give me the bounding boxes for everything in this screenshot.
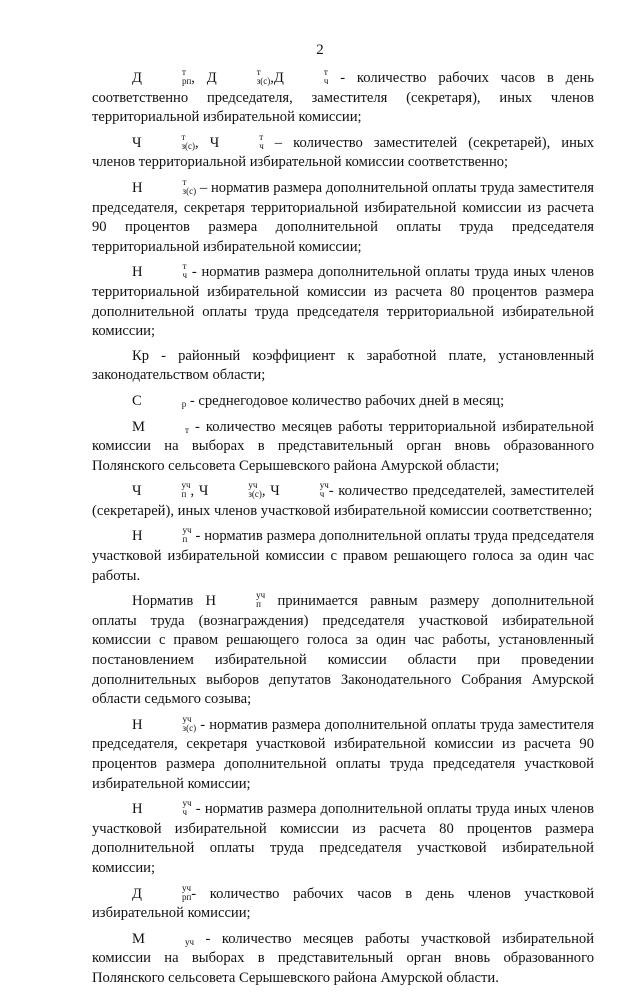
- formula-symbol: Н: [132, 264, 143, 281]
- symbol-indices: [217, 68, 271, 86]
- superscript-index: [145, 417, 189, 426]
- subscript-index: ч: [182, 270, 188, 281]
- paragraph-text: - норматив размера дополнительной оплаты труда заместителя председателя, секретаря участковой избирательной комиссии из расчета 90 процентов размера дополнительной оплаты труда председателя участковой избирательной комиссии;: [92, 716, 594, 792]
- symbol-indices: [280, 481, 329, 499]
- paragraph-text: - норматив размера дополнительной оплаты труда иных членов территориальной избирательной комиссии из расчета 80 процентов размера дополнительной оплаты труда председателя территориальной избирательной комиссии;: [92, 264, 594, 340]
- paragraph-text: Норматив: [132, 593, 206, 610]
- subscript-index: рп: [181, 76, 192, 86]
- superscript-index: т: [259, 131, 264, 142]
- superscript-index: т: [182, 261, 187, 272]
- paragraph-text: – количество заместителей (секретарей), иных членов территориальной избирательной комиссии соответственно;: [92, 134, 595, 171]
- subscript-index: уч: [184, 936, 195, 947]
- superscript-index: т: [256, 67, 261, 77]
- definition-paragraph: [92, 929, 594, 989]
- subscript-index: з(с): [248, 489, 262, 500]
- paragraph-text: - норматив размера дополнительной оплаты труда председателя участковой избирательной комиссии с правом решающего голоса за один час работы.: [92, 528, 594, 584]
- symbol-indices: [142, 481, 191, 499]
- subscript-index: ч: [259, 140, 264, 151]
- subscript-index: п: [182, 534, 188, 545]
- superscript-index: уч: [248, 480, 258, 491]
- symbol-indices: [142, 391, 187, 409]
- subscript-index: р: [181, 398, 187, 409]
- superscript-index: уч: [181, 480, 191, 491]
- definition-paragraph: [92, 68, 594, 128]
- paragraph-text: принимается равным размеру дополнительной оплаты труда (вознаграждения) председателя участковой избирательной комиссии с правом решающего голоса за один час работы, установленный постановлением избирательной комиссии области при проведении дополнительных выборов депутатов Законодательного Собрания Амурской области седьмого созыва;: [92, 593, 594, 708]
- symbol-indices: [145, 929, 194, 947]
- symbol-indices: [219, 133, 264, 151]
- paragraph-text: – норматив размера дополнительной оплаты труда заместителя председателя, секретаря территориальной избирательной комиссии из расчета 90 процентов размера дополнительной оплаты труда председателя территориальной избирательной комиссии;: [92, 179, 594, 255]
- symbol-indices: [143, 262, 188, 280]
- subscript-index: з(с): [181, 140, 196, 151]
- symbol-indices: [216, 591, 265, 609]
- paragraph-text: - количество месяцев работы участковой избирательной комиссии на выборах в представительный орган вновь образованного Полянского сельсовета Серышевского района Амурской области.: [92, 930, 594, 986]
- superscript-index: [142, 391, 187, 400]
- formula-symbol: Ч: [209, 134, 220, 151]
- formula-symbol: Н: [205, 593, 217, 610]
- superscript-index: уч: [182, 713, 192, 724]
- symbol-indices: [143, 799, 192, 817]
- formula-symbol: Н: [132, 528, 143, 545]
- definition-paragraph: [92, 591, 594, 710]
- symbol-indices: [143, 178, 197, 196]
- definition-paragraph: [92, 884, 594, 924]
- symbol-indices: [208, 481, 262, 499]
- superscript-index: т: [323, 67, 328, 77]
- definition-paragraph: [92, 262, 594, 341]
- formula-symbol: Н: [132, 716, 143, 733]
- formula-symbol: Ч: [270, 483, 280, 500]
- definition-paragraph: [92, 391, 594, 412]
- definition-paragraph: [92, 715, 594, 794]
- paragraph-text: - количество рабочих часов в день соответственно председателя, заместителя (секретаря), иных членов территориальной избирательной комиссии;: [92, 70, 595, 126]
- paragraph-text: ,: [191, 70, 207, 86]
- definition-paragraph: [92, 799, 594, 878]
- formula-symbol: М: [132, 418, 145, 435]
- paragraph-text: ,: [195, 134, 210, 151]
- formula-symbol: Н: [132, 179, 143, 196]
- paragraph-text: Кр - районный коэффициент к заработной плате, установленный законодательством области;: [92, 347, 594, 384]
- symbol-indices: [145, 417, 189, 435]
- symbol-indices: [143, 715, 197, 733]
- subscript-index: ч: [323, 76, 329, 86]
- superscript-index: т: [181, 131, 186, 142]
- formula-symbol: Ч: [132, 134, 142, 151]
- formula-symbol: Ч: [132, 483, 142, 500]
- subscript-index: з(с): [182, 185, 197, 196]
- paragraph-text: - количество месяцев работы территориальной избирательной комиссии на выборах в представительный орган вновь образованного Полянского сельсовета Серышевского района Амурской области;: [92, 418, 594, 474]
- paragraph-text: ,: [190, 483, 199, 500]
- definition-paragraph: [92, 178, 594, 257]
- paragraph-text: - норматив размера дополнительной оплаты труда иных членов участковой избирательной комиссии из расчета 80 процентов размера дополнительной оплаты труда председателя участковой избирательной комиссии;: [92, 801, 594, 876]
- definition-paragraph: [92, 133, 594, 173]
- superscript-index: т: [182, 176, 187, 187]
- superscript-index: уч: [181, 882, 191, 893]
- paragraph-text: - количество рабочих часов в день членов участковой избирательной комиссии;: [92, 885, 594, 922]
- subscript-index: ч: [182, 807, 188, 818]
- subscript-index: п: [256, 599, 261, 610]
- subscript-index: ч: [319, 489, 325, 500]
- paragraph-text: ,: [270, 70, 274, 86]
- paragraph-text: ,: [261, 483, 271, 500]
- definition-paragraph: [92, 417, 594, 477]
- formula-symbol: С: [132, 392, 142, 409]
- formula-symbol: М: [132, 930, 145, 947]
- superscript-index: уч: [319, 480, 329, 491]
- subscript-index: т: [184, 424, 189, 435]
- symbol-indices: [142, 884, 191, 902]
- symbol-indices: [142, 68, 191, 86]
- page-number: 2: [316, 42, 324, 58]
- paragraph-text: - среднегодовое количество рабочих дней в месяц;: [186, 392, 505, 409]
- definition-paragraph: [92, 526, 594, 586]
- symbol-indices: [142, 133, 196, 151]
- formula-symbol: Д: [132, 885, 142, 902]
- document-body: [92, 68, 594, 994]
- symbol-indices: [143, 526, 192, 544]
- formula-symbol: Д: [273, 70, 284, 86]
- paragraph-text: - количество председателей, заместителей (секретарей), иных членов участковой избирательной комиссии соответственно;: [92, 483, 595, 519]
- formula-symbol: Н: [132, 801, 143, 818]
- superscript-index: [145, 929, 194, 938]
- symbol-indices: [284, 68, 329, 86]
- superscript-index: уч: [256, 590, 266, 601]
- superscript-index: уч: [182, 798, 192, 809]
- formula-symbol: Д: [206, 70, 217, 86]
- subscript-index: з(с): [256, 76, 271, 86]
- formula-symbol: Д: [132, 70, 142, 86]
- subscript-index: п: [181, 489, 187, 500]
- superscript-index: уч: [182, 525, 192, 536]
- definition-paragraph: [92, 347, 594, 386]
- subscript-index: рп: [181, 891, 192, 902]
- definition-paragraph: [92, 481, 594, 521]
- subscript-index: з(с): [182, 722, 197, 733]
- superscript-index: т: [181, 67, 186, 77]
- formula-symbol: Ч: [198, 483, 209, 500]
